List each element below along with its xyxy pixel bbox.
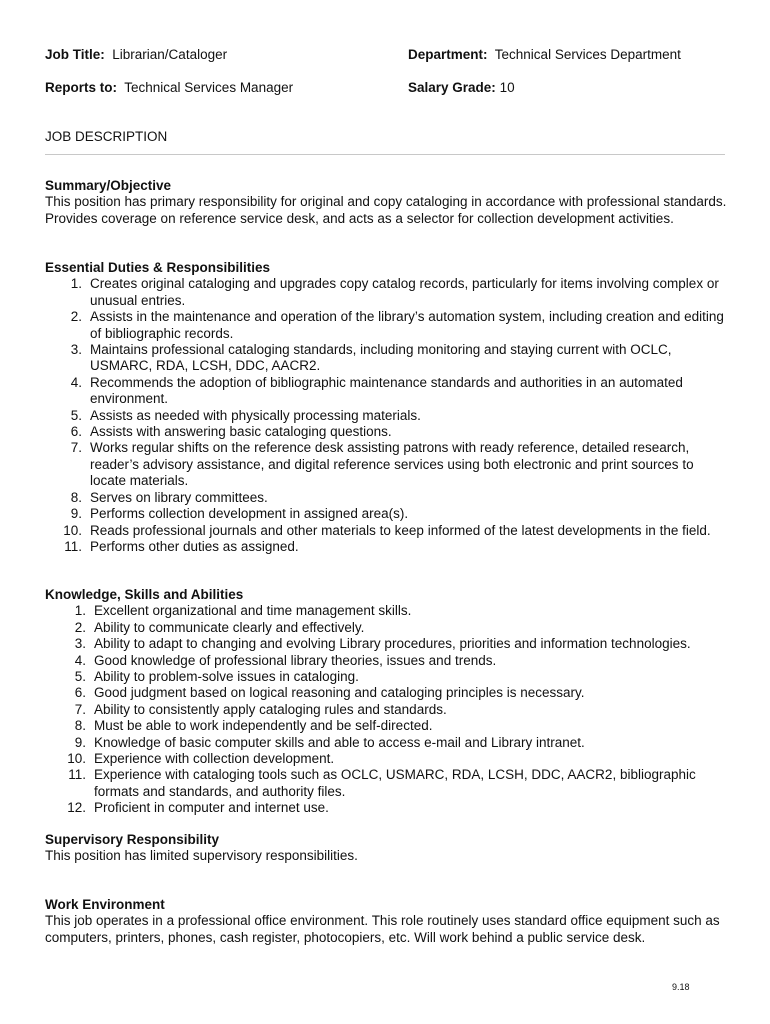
list-number: 11. <box>64 538 82 554</box>
list-text: Works regular shifts on the reference desk assisting patrons with ready reference, detailed research, reader’s advisory assistance, and digital reference services using both electronic and print sources to locate materials. <box>90 440 694 489</box>
ksa-section <box>45 587 730 817</box>
list-text: Performs collection development in assigned area(s). <box>90 506 409 522</box>
list-number: 9. <box>70 506 82 522</box>
job-description-heading: JOB DESCRIPTION <box>45 129 168 144</box>
work-environment-text: This job operates in a professional office environment. This role routinely uses standard office equipment such as computers, printers, phones, cash register, photocopiers, etc. Will work behind a public service desk. <box>45 913 720 945</box>
list-item <box>45 751 730 767</box>
list-item <box>45 636 730 652</box>
duties-list <box>45 276 730 555</box>
job-title-field <box>45 47 227 63</box>
list-number: 1. <box>74 603 86 619</box>
list-number: 4. <box>74 652 86 668</box>
work-environment-section <box>45 897 730 946</box>
list-text: Proficient in computer and internet use. <box>94 800 329 816</box>
list-text: Knowledge of basic computer skills and able to access e-mail and Library intranet. <box>94 734 585 750</box>
list-number: 8. <box>70 489 82 505</box>
list-number: 10. <box>63 522 82 538</box>
list-text: Must be able to work independently and be self-directed. <box>94 718 433 734</box>
list-number: 11. <box>68 767 86 783</box>
department-label: Department: <box>408 47 488 62</box>
summary-heading: Summary/Objective <box>45 178 172 193</box>
section-divider <box>45 154 725 155</box>
department-field <box>408 47 681 63</box>
list-number: 2. <box>74 619 86 635</box>
list-item <box>45 506 730 522</box>
list-number: 7. <box>70 440 82 456</box>
list-text: Good judgment based on logical reasoning and cataloging principles is necessary. <box>94 685 585 701</box>
list-number: 6. <box>70 424 82 440</box>
list-number: 4. <box>70 374 82 390</box>
version-footer: 9.18 <box>672 982 690 992</box>
list-text: Ability to communicate clearly and effectively. <box>94 619 365 635</box>
list-item <box>45 490 730 506</box>
reports-to-field <box>45 80 293 96</box>
list-text: Serves on library committees. <box>90 489 268 505</box>
list-item <box>45 375 730 408</box>
list-text: Performs other duties as assigned. <box>90 538 299 554</box>
list-item <box>45 685 730 701</box>
supervisory-heading: Supervisory Responsibility <box>45 832 220 847</box>
list-text: Experience with cataloging tools such as OCLC, USMARC, RDA, LCSH, DDC, AACR2, bibliographic formats and standards, and authority files. <box>94 767 696 799</box>
list-number: 7. <box>74 701 86 717</box>
list-text: Assists with answering basic cataloging questions. <box>90 424 392 440</box>
summary-text: This position has primary responsibility for original and copy cataloging in accordance with professional standards. Provides coverage on reference service desk, and acts as a selector for collection development activities. <box>45 194 727 226</box>
list-item <box>45 800 730 816</box>
list-text: Reads professional journals and other materials to keep informed of the latest developments in the field. <box>90 522 711 538</box>
list-number: 5. <box>74 669 86 685</box>
reports-to-value: Technical Services Manager <box>124 80 294 95</box>
list-number: 3. <box>70 342 82 358</box>
salary-grade-value: 10 <box>499 80 515 95</box>
list-item <box>45 735 730 751</box>
list-text: Assists in the maintenance and operation of the library’s automation system, including creation and editing of bibliographic records. <box>90 309 724 341</box>
list-text: Ability to consistently apply cataloging rules and standards. <box>94 701 447 717</box>
list-text: Creates original cataloging and upgrades copy catalog records, particularly for items involving complex or unusual entries. <box>90 276 719 308</box>
supervisory-text: This position has limited supervisory responsibilities. <box>45 848 358 864</box>
list-item <box>45 408 730 424</box>
list-number: 10. <box>67 751 86 767</box>
list-number: 8. <box>74 718 86 734</box>
list-item <box>45 718 730 734</box>
list-number: 6. <box>74 685 86 701</box>
list-item <box>45 523 730 539</box>
list-item <box>45 539 730 555</box>
supervisory-section <box>45 832 730 865</box>
list-number: 9. <box>74 734 86 750</box>
reports-to-label: Reports to: <box>45 80 117 95</box>
list-number: 3. <box>74 636 86 652</box>
list-item <box>45 767 730 800</box>
list-text: Recommends the adoption of bibliographic maintenance standards and authorities in an automated environment. <box>90 374 683 407</box>
list-number: 5. <box>70 407 82 423</box>
list-item <box>45 440 730 489</box>
list-number: 12. <box>67 800 86 816</box>
list-item <box>45 603 730 619</box>
list-item <box>45 653 730 669</box>
ksa-heading: Knowledge, Skills and Abilities <box>45 587 244 602</box>
list-text: Experience with collection development. <box>94 751 335 767</box>
duties-heading: Essential Duties & Responsibilities <box>45 260 271 275</box>
list-item <box>45 669 730 685</box>
list-text: Ability to adapt to changing and evolving Library procedures, priorities and information technologies. <box>94 636 691 652</box>
list-item <box>45 276 730 309</box>
list-item <box>45 309 730 342</box>
department-value: Technical Services Department <box>494 47 681 62</box>
list-item <box>45 342 730 375</box>
job-title-value: Librarian/Cataloger <box>112 47 228 62</box>
duties-section <box>45 260 730 555</box>
list-item <box>45 702 730 718</box>
list-text: Assists as needed with physically processing materials. <box>90 407 421 423</box>
list-number: 2. <box>70 309 82 325</box>
list-text: Excellent organizational and time management skills. <box>94 603 412 619</box>
ksa-list <box>45 603 730 816</box>
job-title-label: Job Title: <box>45 47 105 62</box>
salary-grade-label: Salary Grade: <box>408 80 496 95</box>
list-number: 1. <box>70 276 82 292</box>
list-text: Maintains professional cataloging standards, including monitoring and staying current with OCLC, USMARC, RDA, LCSH, DDC, AACR2. <box>90 342 672 374</box>
list-item <box>45 620 730 636</box>
list-text: Good knowledge of professional library theories, issues and trends. <box>94 652 497 668</box>
list-text: Ability to problem-solve issues in cataloging. <box>94 669 359 685</box>
salary-grade-field <box>408 80 515 96</box>
work-environment-heading: Work Environment <box>45 897 165 912</box>
summary-section <box>45 178 730 227</box>
list-item <box>45 424 730 440</box>
